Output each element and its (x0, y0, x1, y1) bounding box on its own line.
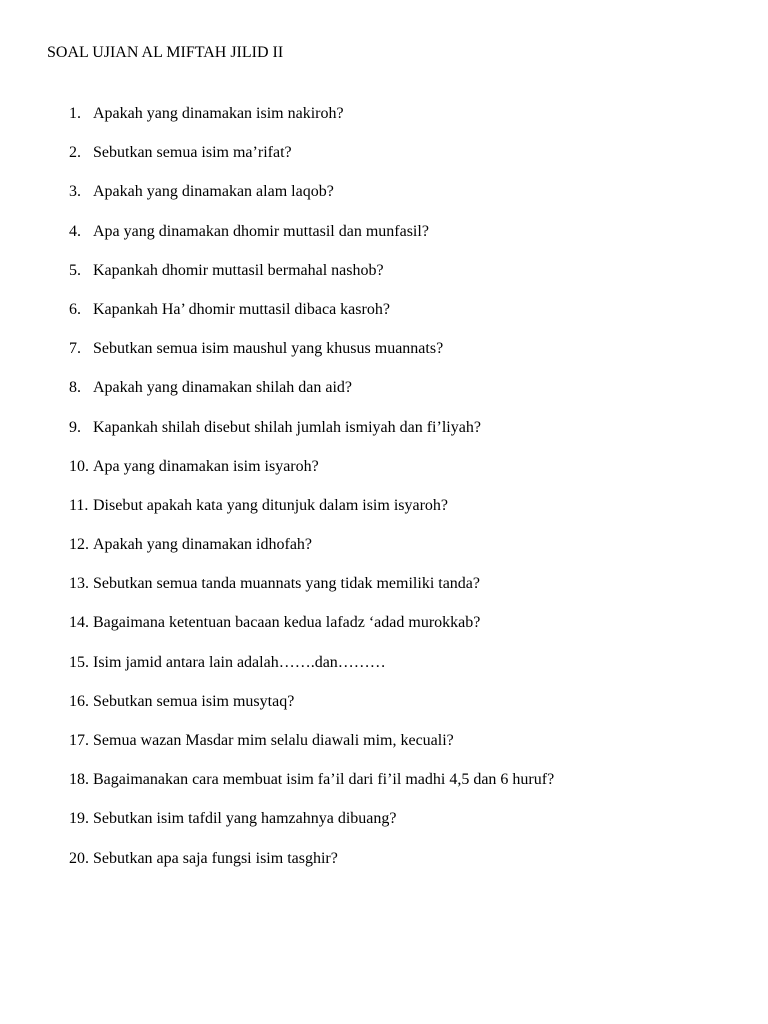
question-text: Kapankah dhomir muttasil bermahal nashob? (93, 261, 384, 279)
document-title: SOAL UJIAN AL MIFTAH JILID II (47, 44, 284, 61)
question-text: Isim jamid antara lain adalah…….dan……… (93, 653, 386, 671)
question-item (69, 692, 554, 731)
question-item (69, 770, 554, 809)
question-text: Disebut apakah kata yang ditunjuk dalam isim isyaroh? (93, 496, 449, 514)
question-item (69, 378, 554, 417)
question-item (69, 535, 554, 574)
question-number: 8. (69, 379, 81, 397)
question-number: 14. (69, 614, 89, 632)
question-text: Apakah yang dinamakan idhofah? (93, 536, 313, 554)
question-item (69, 143, 554, 182)
question-item (69, 222, 554, 261)
question-item (69, 613, 554, 652)
question-item (69, 104, 554, 143)
question-text: Sebutkan semua isim ma’rifat? (93, 144, 292, 162)
question-text: Sebutkan semua tanda muannats yang tidak memiliki tanda? (93, 575, 481, 593)
question-item (69, 496, 554, 535)
question-text: Apa yang dinamakan dhomir muttasil dan munfasil? (93, 222, 429, 240)
question-number: 5. (69, 261, 81, 279)
question-number: 13. (69, 575, 89, 593)
question-number: 4. (69, 222, 81, 240)
question-text: Apakah yang dinamakan shilah dan aid? (93, 379, 353, 397)
question-number: 12. (69, 536, 89, 554)
question-number: 10. (69, 457, 89, 475)
question-number: 16. (69, 692, 89, 710)
question-number: 19. (69, 810, 89, 828)
question-number: 11. (69, 496, 89, 514)
question-item (69, 731, 554, 770)
question-text: Sebutkan semua isim musytaq? (93, 692, 295, 710)
question-number: 9. (69, 418, 81, 436)
question-text: Sebutkan isim tafdil yang hamzahnya dibuang? (93, 810, 397, 828)
question-text: Bagaimanakan cara membuat isim fa’il dari fi’il madhi 4,5 dan 6 huruf? (93, 771, 555, 789)
question-item (69, 653, 554, 692)
question-text: Apakah yang dinamakan alam laqob? (93, 183, 334, 201)
question-text: Sebutkan semua isim maushul yang khusus muannats? (93, 340, 444, 358)
question-item (69, 809, 554, 848)
question-item (69, 339, 554, 378)
question-list (69, 104, 554, 888)
question-item (69, 261, 554, 300)
question-item (69, 457, 554, 496)
question-text: Apakah yang dinamakan isim nakiroh? (93, 105, 344, 122)
question-item (69, 574, 554, 613)
question-item (69, 418, 554, 457)
question-number: 3. (69, 183, 81, 201)
question-text: Sebutkan apa saja fungsi isim tasghir? (93, 849, 338, 867)
question-text: Semua wazan Masdar mim selalu diawali mim, kecuali? (93, 732, 454, 749)
question-number: 1. (69, 105, 81, 122)
question-item (69, 300, 554, 339)
question-number: 7. (69, 340, 81, 358)
question-text: Bagaimana ketentuan bacaan kedua lafadz ‘adad murokkab? (93, 614, 481, 632)
question-number: 18. (69, 771, 89, 789)
question-number: 17. (69, 732, 89, 749)
question-item (69, 849, 554, 888)
question-number: 6. (69, 300, 81, 318)
question-number: 20. (69, 849, 89, 867)
question-text: Apa yang dinamakan isim isyaroh? (93, 457, 319, 475)
question-text: Kapankah Ha’ dhomir muttasil dibaca kasroh? (93, 300, 390, 318)
question-number: 15. (69, 653, 89, 671)
question-item (69, 182, 554, 221)
question-number: 2. (69, 144, 81, 162)
question-text: Kapankah shilah disebut shilah jumlah ismiyah dan fi’liyah? (93, 418, 481, 436)
